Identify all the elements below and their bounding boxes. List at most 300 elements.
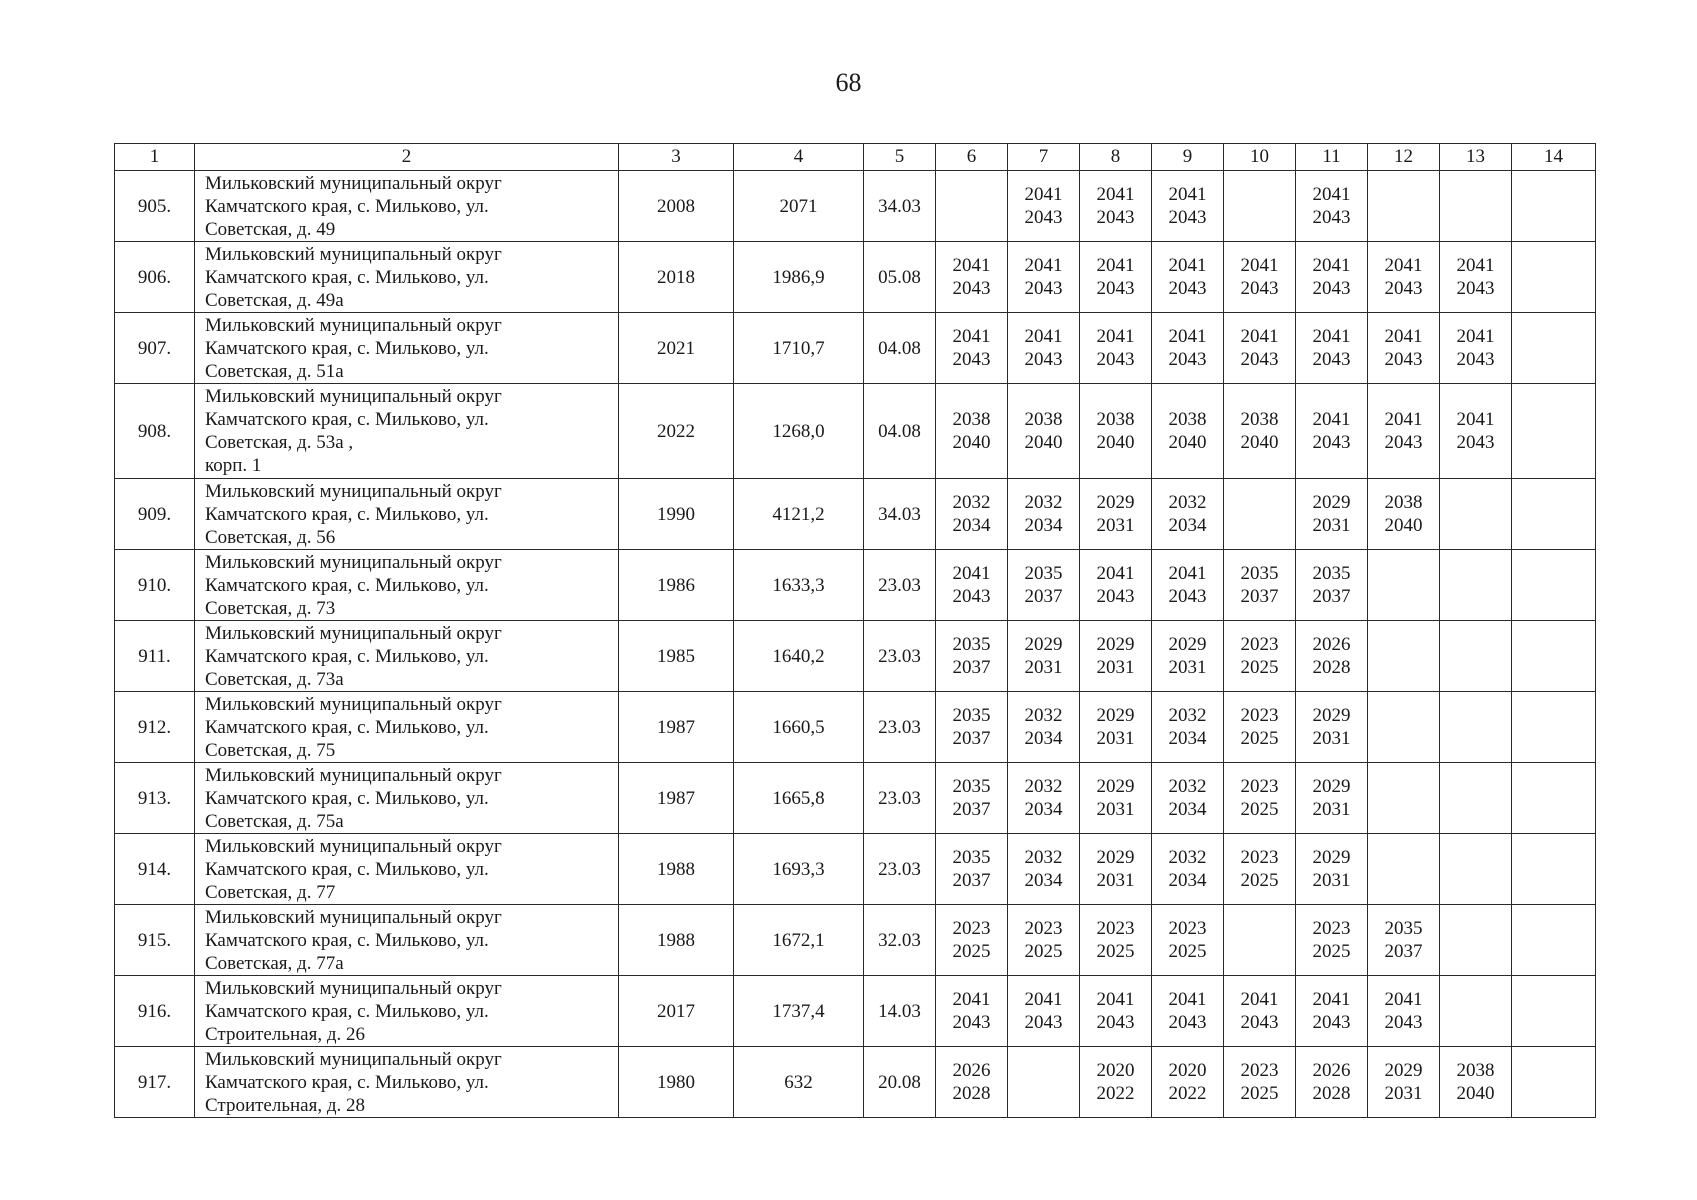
address-line: Советская, д. 73: [205, 597, 336, 619]
work-period-cell: [1224, 621, 1296, 692]
work-period-cell: [936, 763, 1008, 834]
code-cell: 34.03: [864, 171, 936, 242]
work-period-cell: [1296, 171, 1368, 242]
column-number-cell: 4: [734, 144, 864, 171]
address-line: Мильковский муниципальный округ: [205, 172, 502, 194]
work-period-cell: [1296, 905, 1368, 976]
work-period-cell: [1512, 621, 1596, 692]
address-line: Советская, д. 73а: [205, 668, 344, 690]
housing-registry-table: [114, 143, 1596, 1118]
period-end-year: 2043: [952, 278, 991, 299]
work-period-cell: [1368, 171, 1440, 242]
area-cell: 2071: [734, 171, 864, 242]
page-number: 68: [835, 68, 862, 97]
work-period-cell: [1224, 171, 1296, 242]
period-end-year: 2037: [952, 728, 991, 749]
work-period-cell: [936, 550, 1008, 621]
period-start-year: 2041: [1096, 254, 1135, 276]
work-period-cell: [1296, 763, 1368, 834]
area-cell: 1986,9: [734, 242, 864, 313]
work-period-cell: [1152, 621, 1224, 692]
period-end-year: 2031: [1384, 1083, 1423, 1104]
period-start-year: 2029: [1312, 775, 1351, 797]
period-start-year: 2041: [1168, 988, 1207, 1010]
work-period-cell: [1152, 905, 1224, 976]
period-end-year: 2031: [1312, 515, 1351, 536]
period-end-year: 2031: [1096, 657, 1135, 678]
period-start-year: 2023: [1240, 704, 1279, 726]
work-period-cell: [1512, 384, 1596, 479]
period-end-year: 2043: [1024, 278, 1063, 299]
period-start-year: 2023: [1240, 1059, 1279, 1081]
work-period-cell: [1368, 905, 1440, 976]
work-period-cell: [1296, 834, 1368, 905]
period-start-year: 2032: [1024, 846, 1063, 868]
period-end-year: 2034: [1024, 728, 1063, 749]
period-start-year: 2041: [1456, 325, 1495, 347]
address-line: Советская, д. 51а: [205, 360, 344, 382]
work-period-cell: [1224, 479, 1296, 550]
period-start-year: 2032: [1168, 491, 1207, 513]
row-number-cell: 913.: [115, 763, 195, 834]
period-end-year: 2025: [1240, 870, 1279, 891]
period-start-year: 2041: [1168, 562, 1207, 584]
address-line: Советская, д. 56: [205, 526, 336, 548]
table-row: [115, 834, 1596, 905]
work-period-cell: [936, 621, 1008, 692]
period-start-year: 2041: [1312, 988, 1351, 1010]
work-period-cell: [1440, 242, 1512, 313]
period-start-year: 2041: [1096, 988, 1135, 1010]
period-end-year: 2043: [1456, 349, 1495, 370]
work-period-cell: [1152, 692, 1224, 763]
period-start-year: 2041: [1240, 988, 1279, 1010]
column-number-cell: 9: [1152, 144, 1224, 171]
work-period-cell: [1080, 905, 1152, 976]
work-period-cell: [1008, 550, 1080, 621]
table-row: [115, 905, 1596, 976]
period-start-year: 2029: [1024, 633, 1063, 655]
work-period-cell: [1368, 384, 1440, 479]
period-start-year: 2041: [1168, 325, 1207, 347]
period-end-year: 2043: [1024, 1012, 1063, 1033]
address-line: Камчатского края, с. Мильково, ул.: [205, 266, 489, 288]
work-period-cell: [1152, 479, 1224, 550]
area-cell: 1640,2: [734, 621, 864, 692]
work-period-cell: [1152, 1047, 1224, 1118]
period-end-year: 2043: [952, 1012, 991, 1033]
period-end-year: 2043: [1096, 586, 1135, 607]
column-number-cell: 7: [1008, 144, 1080, 171]
period-end-year: 2043: [1384, 278, 1423, 299]
period-end-year: 2040: [952, 432, 991, 453]
work-period-cell: [1008, 763, 1080, 834]
work-period-cell: [1296, 1047, 1368, 1118]
work-period-cell: [1080, 1047, 1152, 1118]
period-start-year: 2023: [1312, 917, 1351, 939]
work-period-cell: [1224, 763, 1296, 834]
work-period-cell: [1512, 763, 1596, 834]
column-number-cell: 1: [115, 144, 195, 171]
work-period-cell: [1296, 313, 1368, 384]
address-line: Камчатского края, с. Мильково, ул.: [205, 1000, 489, 1022]
work-period-cell: [1440, 384, 1512, 479]
work-period-cell: [1224, 384, 1296, 479]
column-number-cell: 6: [936, 144, 1008, 171]
address-cell: [195, 550, 619, 621]
period-start-year: 2023: [1240, 846, 1279, 868]
work-period-cell: [1440, 479, 1512, 550]
period-end-year: 2043: [1312, 432, 1351, 453]
period-start-year: 2035: [1240, 562, 1279, 584]
work-period-cell: [1440, 621, 1512, 692]
period-start-year: 2038: [1240, 408, 1279, 430]
table-row: [115, 242, 1596, 313]
period-start-year: 2032: [1024, 775, 1063, 797]
period-end-year: 2043: [952, 586, 991, 607]
row-number-cell: 910.: [115, 550, 195, 621]
period-end-year: 2043: [1312, 1012, 1351, 1033]
address-cell: [195, 1047, 619, 1118]
work-period-cell: [1512, 976, 1596, 1047]
address-cell: [195, 905, 619, 976]
period-end-year: 2025: [1024, 941, 1063, 962]
period-start-year: 2029: [1384, 1059, 1423, 1081]
period-end-year: 2043: [1168, 349, 1207, 370]
address-line: Камчатского края, с. Мильково, ул.: [205, 503, 489, 525]
period-end-year: 2043: [1384, 1012, 1423, 1033]
table-row: [115, 763, 1596, 834]
address-line: Мильковский муниципальный округ: [205, 386, 502, 407]
period-end-year: 2043: [1096, 349, 1135, 370]
row-number-cell: 908.: [115, 384, 195, 479]
period-end-year: 2031: [1168, 657, 1207, 678]
build-year-cell: 1988: [619, 905, 734, 976]
build-year-cell: 1987: [619, 763, 734, 834]
work-period-cell: [1152, 384, 1224, 479]
row-number-cell: 911.: [115, 621, 195, 692]
code-cell: 23.03: [864, 621, 936, 692]
period-start-year: 2026: [952, 1059, 991, 1081]
period-end-year: 2034: [1168, 870, 1207, 891]
period-end-year: 2025: [1096, 941, 1135, 962]
period-end-year: 2031: [1024, 657, 1063, 678]
period-end-year: 2031: [1096, 870, 1135, 891]
row-number-cell: 916.: [115, 976, 195, 1047]
work-period-cell: [1440, 834, 1512, 905]
period-start-year: 2032: [1168, 846, 1207, 868]
work-period-cell: [1368, 692, 1440, 763]
address-line: Камчатского края, с. Мильково, ул.: [205, 195, 489, 217]
period-end-year: 2040: [1384, 515, 1423, 536]
work-period-cell: [1080, 171, 1152, 242]
period-start-year: 2041: [1312, 408, 1351, 430]
address-line: Камчатского края, с. Мильково, ул.: [205, 929, 489, 951]
period-start-year: 2023: [952, 917, 991, 939]
period-start-year: 2041: [1240, 325, 1279, 347]
period-start-year: 2041: [1024, 325, 1063, 347]
period-end-year: 2034: [1168, 799, 1207, 820]
work-period-cell: [1224, 692, 1296, 763]
work-period-cell: [1440, 313, 1512, 384]
row-number-cell: 912.: [115, 692, 195, 763]
table-row: [115, 550, 1596, 621]
work-period-cell: [1224, 905, 1296, 976]
period-start-year: 2032: [952, 491, 991, 513]
column-number-cell: 10: [1224, 144, 1296, 171]
work-period-cell: [1008, 976, 1080, 1047]
column-number-cell: 14: [1512, 144, 1596, 171]
period-start-year: 2041: [1384, 408, 1423, 430]
address-line: Камчатского края, с. Мильково, ул.: [205, 574, 489, 596]
area-cell: 1737,4: [734, 976, 864, 1047]
address-line: Советская, д. 75а: [205, 810, 344, 832]
period-start-year: 2041: [1384, 254, 1423, 276]
work-period-cell: [1080, 550, 1152, 621]
work-period-cell: [1080, 621, 1152, 692]
column-number-cell: 2: [195, 144, 619, 171]
address-line: Строительная, д. 28: [205, 1094, 366, 1116]
work-period-cell: [1296, 550, 1368, 621]
work-period-cell: [1080, 384, 1152, 479]
work-period-cell: [1512, 171, 1596, 242]
period-start-year: 2035: [952, 704, 991, 726]
build-year-cell: 1988: [619, 834, 734, 905]
address-line: Советская, д. 77: [205, 881, 336, 903]
period-start-year: 2035: [1312, 562, 1351, 584]
work-period-cell: [1512, 313, 1596, 384]
work-period-cell: [1008, 242, 1080, 313]
area-cell: 1665,8: [734, 763, 864, 834]
work-period-cell: [1296, 384, 1368, 479]
period-start-year: 2023: [1240, 775, 1279, 797]
period-start-year: 2041: [1312, 325, 1351, 347]
work-period-cell: [936, 1047, 1008, 1118]
area-cell: 1660,5: [734, 692, 864, 763]
work-period-cell: [1080, 692, 1152, 763]
work-period-cell: [936, 384, 1008, 479]
period-end-year: 2043: [1456, 278, 1495, 299]
period-start-year: 2035: [952, 846, 991, 868]
work-period-cell: [1152, 313, 1224, 384]
work-period-cell: [936, 313, 1008, 384]
code-cell: 14.03: [864, 976, 936, 1047]
column-number-row: [115, 144, 1596, 171]
period-start-year: 2041: [952, 988, 991, 1010]
table-row: [115, 313, 1596, 384]
work-period-cell: [1224, 1047, 1296, 1118]
work-period-cell: [1008, 834, 1080, 905]
period-start-year: 2029: [1096, 491, 1135, 513]
period-end-year: 2034: [952, 515, 991, 536]
work-period-cell: [1008, 479, 1080, 550]
work-period-cell: [1368, 242, 1440, 313]
address-line: Мильковский муниципальный округ: [205, 480, 502, 502]
code-cell: 23.03: [864, 763, 936, 834]
period-end-year: 2037: [1384, 941, 1423, 962]
period-start-year: 2038: [1096, 408, 1135, 430]
period-end-year: 2031: [1312, 799, 1351, 820]
period-start-year: 2038: [952, 408, 991, 430]
build-year-cell: 2021: [619, 313, 734, 384]
work-period-cell: [1080, 834, 1152, 905]
period-end-year: 2034: [1168, 728, 1207, 749]
period-end-year: 2028: [952, 1083, 991, 1104]
address-cell: [195, 976, 619, 1047]
work-period-cell: [1296, 242, 1368, 313]
period-start-year: 2020: [1168, 1059, 1207, 1081]
period-end-year: 2034: [1024, 515, 1063, 536]
work-period-cell: [936, 976, 1008, 1047]
period-end-year: 2028: [1312, 657, 1351, 678]
work-period-cell: [1008, 905, 1080, 976]
period-end-year: 2043: [1168, 586, 1207, 607]
work-period-cell: [1008, 171, 1080, 242]
work-period-cell: [1152, 550, 1224, 621]
work-period-cell: [1440, 692, 1512, 763]
address-line: Мильковский муниципальный округ: [205, 977, 502, 999]
work-period-cell: [1512, 550, 1596, 621]
period-start-year: 2023: [1096, 917, 1135, 939]
work-period-cell: [1368, 550, 1440, 621]
address-line: Мильковский муниципальный округ: [205, 906, 502, 928]
work-period-cell: [1224, 313, 1296, 384]
address-line: Мильковский муниципальный округ: [205, 1048, 502, 1070]
address-line: Мильковский муниципальный округ: [205, 551, 502, 573]
work-period-cell: [1440, 1047, 1512, 1118]
period-end-year: 2034: [1168, 515, 1207, 536]
table-body: [115, 144, 1596, 1118]
period-end-year: 2037: [952, 657, 991, 678]
period-end-year: 2043: [1312, 349, 1351, 370]
period-start-year: 2029: [1312, 846, 1351, 868]
period-start-year: 2041: [1096, 325, 1135, 347]
work-period-cell: [1512, 1047, 1596, 1118]
period-start-year: 2023: [1024, 917, 1063, 939]
row-number-cell: 909.: [115, 479, 195, 550]
period-end-year: 2022: [1168, 1083, 1207, 1104]
period-end-year: 2043: [952, 349, 991, 370]
work-period-cell: [1368, 834, 1440, 905]
period-end-year: 2043: [1240, 349, 1279, 370]
table-row: [115, 621, 1596, 692]
work-period-cell: [1440, 550, 1512, 621]
build-year-cell: 2017: [619, 976, 734, 1047]
work-period-cell: [1008, 621, 1080, 692]
code-cell: 20.08: [864, 1047, 936, 1118]
work-period-cell: [1296, 621, 1368, 692]
work-period-cell: [1080, 976, 1152, 1047]
period-start-year: 2041: [1312, 183, 1351, 205]
work-period-cell: [1512, 242, 1596, 313]
period-end-year: 2034: [1024, 799, 1063, 820]
table-row: [115, 976, 1596, 1047]
area-cell: 4121,2: [734, 479, 864, 550]
period-start-year: 2041: [1168, 254, 1207, 276]
period-start-year: 2035: [1384, 917, 1423, 939]
work-period-cell: [1368, 763, 1440, 834]
period-end-year: 2040: [1456, 1083, 1495, 1104]
period-start-year: 2029: [1096, 704, 1135, 726]
address-cell: [195, 834, 619, 905]
code-cell: 05.08: [864, 242, 936, 313]
address-line: Камчатского края, с. Мильково, ул.: [205, 337, 489, 359]
address-cell: [195, 763, 619, 834]
address-cell: [195, 384, 619, 479]
period-start-year: 2029: [1168, 633, 1207, 655]
period-end-year: 2043: [1168, 1012, 1207, 1033]
work-period-cell: [1512, 479, 1596, 550]
build-year-cell: 2018: [619, 242, 734, 313]
period-start-year: 2023: [1168, 917, 1207, 939]
work-period-cell: [936, 905, 1008, 976]
work-period-cell: [1080, 313, 1152, 384]
period-end-year: 2025: [1168, 941, 1207, 962]
period-start-year: 2026: [1312, 1059, 1351, 1081]
area-cell: 1710,7: [734, 313, 864, 384]
work-period-cell: [1008, 384, 1080, 479]
column-number-cell: 3: [619, 144, 734, 171]
period-start-year: 2032: [1024, 491, 1063, 513]
area-cell: 1268,0: [734, 384, 864, 479]
period-end-year: 2043: [1168, 207, 1207, 228]
code-cell: 23.03: [864, 834, 936, 905]
period-start-year: 2035: [952, 775, 991, 797]
address-line: Советская, д. 75: [205, 739, 336, 761]
period-end-year: 2025: [1312, 941, 1351, 962]
column-number-cell: 13: [1440, 144, 1512, 171]
period-start-year: 2041: [952, 325, 991, 347]
period-end-year: 2043: [1312, 278, 1351, 299]
table-row: [115, 479, 1596, 550]
build-year-cell: 1980: [619, 1047, 734, 1118]
work-period-cell: [936, 479, 1008, 550]
address-line: Мильковский муниципальный округ: [205, 693, 502, 715]
work-period-cell: [1080, 763, 1152, 834]
work-period-cell: [936, 692, 1008, 763]
period-start-year: 2041: [1096, 562, 1135, 584]
build-year-cell: 2008: [619, 171, 734, 242]
period-end-year: 2031: [1312, 870, 1351, 891]
period-start-year: 2026: [1312, 633, 1351, 655]
period-end-year: 2043: [1096, 278, 1135, 299]
period-start-year: 2032: [1168, 704, 1207, 726]
address-line: Камчатского края, с. Мильково, ул.: [205, 858, 489, 880]
period-end-year: 2037: [1312, 586, 1351, 607]
address-line: Советская, д. 53а ,: [205, 432, 354, 453]
work-period-cell: [1296, 976, 1368, 1047]
work-period-cell: [1152, 242, 1224, 313]
period-end-year: 2043: [1384, 432, 1423, 453]
period-end-year: 2043: [1096, 1012, 1135, 1033]
work-period-cell: [1440, 976, 1512, 1047]
work-period-cell: [1080, 479, 1152, 550]
address-line: Мильковский муниципальный округ: [205, 835, 502, 857]
period-start-year: 2041: [1312, 254, 1351, 276]
period-end-year: 2037: [1024, 586, 1063, 607]
period-start-year: 2035: [952, 633, 991, 655]
period-end-year: 2043: [1456, 432, 1495, 453]
period-end-year: 2043: [1312, 207, 1351, 228]
build-year-cell: 2022: [619, 384, 734, 479]
address-line: Советская, д. 49: [205, 218, 336, 240]
period-end-year: 2025: [1240, 657, 1279, 678]
period-start-year: 2029: [1096, 775, 1135, 797]
period-start-year: 2023: [1240, 633, 1279, 655]
period-start-year: 2041: [952, 254, 991, 276]
code-cell: 23.03: [864, 692, 936, 763]
period-end-year: 2025: [1240, 1083, 1279, 1104]
